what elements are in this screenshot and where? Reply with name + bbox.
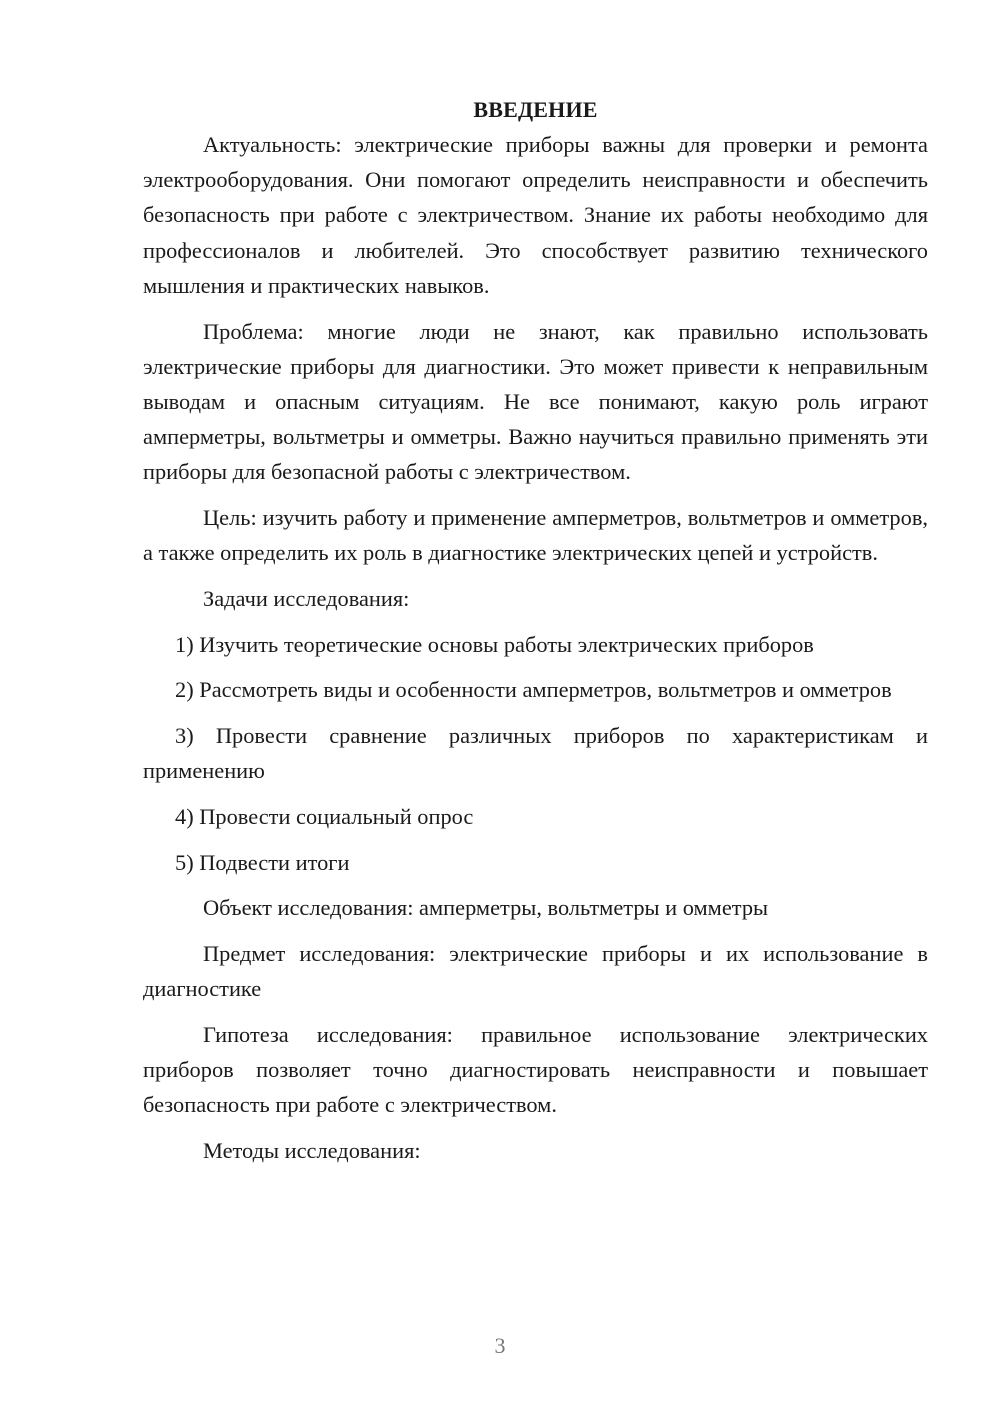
relevance-paragraph: Актуальность: электрические приборы важны для проверки и ремонта электрооборудования. Они помогают определить неисправности и обеспечить безопасность при работе с электричеством. Знание их работы необходимо для профессионалов и любителей. Это способствует развитию технического мышления и практических навыков. [143, 132, 928, 298]
tasks-heading: Задачи исследования: [203, 585, 410, 611]
task-item-1: 1) Изучить теоретические основы работы электрических приборов [175, 631, 814, 657]
task-item-4: 4) Провести социальный опрос [175, 803, 474, 829]
methods-paragraph: Методы исследования: [203, 1138, 421, 1164]
section-title: ВВЕДЕНИЕ [473, 97, 598, 122]
object-paragraph: Объект исследования: амперметры, вольтметры и омметры [203, 895, 769, 921]
document-page [143, 92, 928, 1179]
problem-paragraph: Проблема: многие люди не знают, как правильно использовать электрические приборы для диагностики. Это может привести к неправильным выводам и опасным ситуациям. Не все понимают, какую роль играют амперметры, вольтметры и омметры. Важно научиться правильно применять эти приборы для безопасной работы с электричеством. [143, 318, 928, 485]
hypothesis-paragraph: Гипотеза исследования: правильное использование электрических приборов позволяет точно диагностировать неисправности и повышает безопасность при работе с электричеством. [143, 1021, 928, 1118]
task-item-5: 5) Подвести итоги [175, 849, 350, 875]
goal-paragraph: Цель: изучить работу и применение амперметров, вольтметров и омметров, а также определить их роль в диагностике электрических цепей и устройств. [143, 505, 928, 566]
page-number: 3 [494, 1333, 506, 1358]
task-item-2: 2) Рассмотреть виды и особенности амперметров, вольтметров и омметров [175, 677, 892, 703]
task-item-3: 3) Провести сравнение различных приборов по характеристикам и применению [143, 723, 928, 784]
subject-paragraph: Предмет исследования: электрические приборы и их использование в диагностике [143, 941, 928, 1002]
